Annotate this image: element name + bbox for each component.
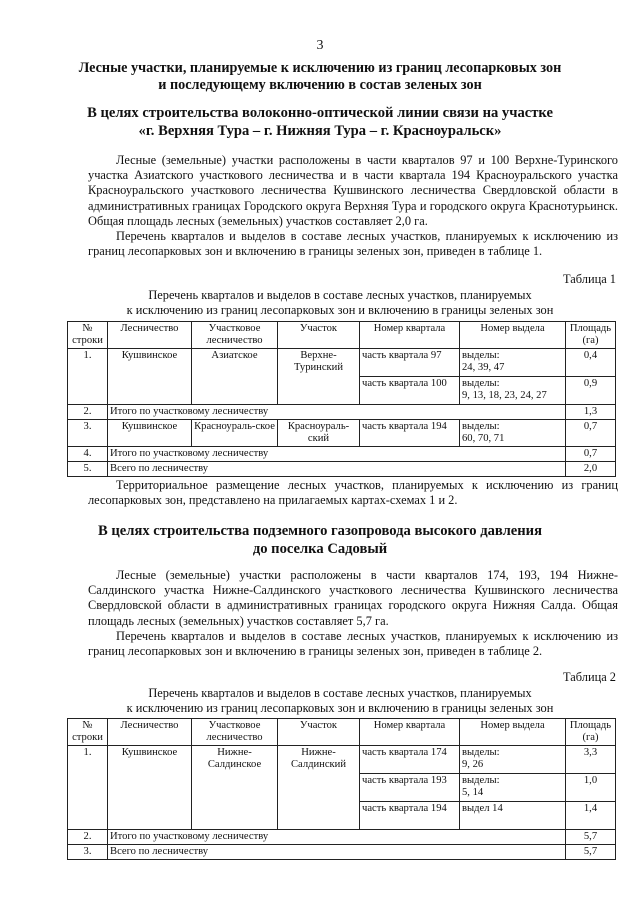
table-row xyxy=(68,746,616,774)
header-allot: Номер выдела xyxy=(460,322,566,349)
cell-site: Верхне-Туринский xyxy=(278,349,360,405)
table-row-subtotal xyxy=(68,447,616,462)
cell-area: 0,7 xyxy=(566,420,616,447)
cell-area: 1,0 xyxy=(566,774,616,802)
cell-quarter: часть квартала 174 xyxy=(360,746,460,774)
table-2-caption xyxy=(90,686,590,716)
table-1-header-row xyxy=(68,322,616,349)
cell-forestry: Кушвинское xyxy=(108,420,192,447)
section-1-after-paragraph: Территориальное размещение лесных участков, планируемых к исключению из границ лесопарковых зон, представлено на прилагаемых картах-схемах 1 и 2. xyxy=(88,478,618,508)
table-1-caption-line-1: Перечень кварталов и выделов в составе лесных участков, планируемых xyxy=(148,288,532,302)
table-row-subtotal xyxy=(68,405,616,420)
cell-area: 5,7 xyxy=(566,845,616,860)
cell-district: Нижне-Салдинское xyxy=(192,746,278,830)
page-number: 3 xyxy=(316,38,324,53)
cell-quarter: часть квартала 100 xyxy=(360,377,460,405)
cell-area: 1,4 xyxy=(566,802,616,830)
header-site: Участок xyxy=(278,322,360,349)
allot-line-1: выделы: xyxy=(462,747,500,758)
table-row-subtotal xyxy=(68,830,616,845)
cell-area: 1,3 xyxy=(566,405,616,420)
main-heading-line-2: и последующему включению в состав зеленых зон xyxy=(158,77,482,93)
section-1-text xyxy=(88,153,618,259)
table-1 xyxy=(67,321,616,477)
header-num: № строки xyxy=(68,322,108,349)
allot-line-2: 5, 14 xyxy=(462,787,484,798)
section-2-paragraph-1: Лесные (земельные) участки расположены в части кварталов 174, 193, 194 Нижне-Салдинского участка Нижне-Салдинского участкового лесничества Кушвинского лесничества Свердловской области в административных границах городского округа Нижняя Салда. Общая площадь лесных (земельных) участков составляет 5,7 га. xyxy=(88,568,618,628)
cell-area: 0,4 xyxy=(566,349,616,377)
cell-area: 0,9 xyxy=(566,377,616,405)
table-2 xyxy=(67,718,616,860)
cell-total-label: Всего по лесничеству xyxy=(108,462,566,477)
main-heading xyxy=(60,60,580,94)
table-2-header-row xyxy=(68,719,616,746)
section-2-text xyxy=(88,568,618,659)
table-1-caption-line-2: к исключению из границ лесопарковых зон и включению в границы зеленых зон xyxy=(126,303,554,317)
allot-line-2: 9, 26 xyxy=(462,759,484,770)
section-1-paragraph-1: Лесные (земельные) участки расположены в части кварталов 97 и 100 Верхне-Туринского участка Азиатского участкового лесничества и в части квартала 194 Красноуральского участка Красноуральского участкового лесничества Кушвинского лесничества Свердловской области в административных границах Городского округа Верхняя Тура и городского округа Краснотурьинск. Общая площадь лесных (земельных) участков составляет 2,0 га. xyxy=(88,153,618,228)
table-2-caption-line-2: к исключению из границ лесопарковых зон и включению в границы зеленых зон xyxy=(126,701,554,715)
cell-num: 2. xyxy=(68,830,108,845)
section-1-heading-line-1: В целях строительства волоконно-оптической линии связи на участке xyxy=(87,105,553,121)
cell-num: 5. xyxy=(68,462,108,477)
cell-num: 4. xyxy=(68,447,108,462)
table-2-label: Таблица 2 xyxy=(563,670,616,684)
table-row-total xyxy=(68,845,616,860)
cell-district: Красноураль-ское xyxy=(192,420,278,447)
cell-quarter: часть квартала 97 xyxy=(360,349,460,377)
cell-area: 5,7 xyxy=(566,830,616,845)
section-2-paragraph-2: Перечень кварталов и выделов в составе лесных участков, планируемых к исключению из границ лесопарковых зон и включению в границы зеленых зон, приведен в таблице 2. xyxy=(88,628,618,659)
table-row xyxy=(68,349,616,377)
header-forestry: Лесничество xyxy=(108,322,192,349)
cell-subtotal-label: Итого по участковому лесничеству xyxy=(108,447,566,462)
cell-quarter: часть квартала 193 xyxy=(360,774,460,802)
cell-num: 1. xyxy=(68,746,108,830)
cell-area: 2,0 xyxy=(566,462,616,477)
header-district: Участковое лесничество xyxy=(192,322,278,349)
cell-area: 3,3 xyxy=(566,746,616,774)
table-row xyxy=(68,420,616,447)
header-area: Площадь (га) xyxy=(566,719,616,746)
header-quarter: Номер квартала xyxy=(360,322,460,349)
table-2-caption-line-1: Перечень кварталов и выделов в составе лесных участков, планируемых xyxy=(148,686,532,700)
cell-quarter: часть квартала 194 xyxy=(360,802,460,830)
cell-allot xyxy=(460,774,566,802)
table-1-caption xyxy=(90,288,590,318)
cell-allot xyxy=(460,746,566,774)
cell-forestry: Кушвинское xyxy=(108,349,192,405)
cell-quarter: часть квартала 194 xyxy=(360,420,460,447)
cell-allot xyxy=(460,420,566,447)
section-2-heading-line-1: В целях строительства подземного газопровода высокого давления xyxy=(98,523,542,539)
cell-district: Азиатское xyxy=(192,349,278,405)
cell-site: Красноураль-ский xyxy=(278,420,360,447)
section-1-heading xyxy=(60,104,580,140)
cell-num: 3. xyxy=(68,420,108,447)
header-quarter: Номер квартала xyxy=(360,719,460,746)
header-district: Участковое лесничество xyxy=(192,719,278,746)
header-area: Площадь (га) xyxy=(566,322,616,349)
cell-num: 2. xyxy=(68,405,108,420)
header-forestry: Лесничество xyxy=(108,719,192,746)
cell-site: Нижне-Салдинский xyxy=(278,746,360,830)
allot-line-1: выделы: xyxy=(462,421,500,432)
cell-allot: выдел 14 xyxy=(460,802,566,830)
allot-line-1: выделы: xyxy=(462,350,500,361)
allot-line-1: выделы: xyxy=(462,775,500,786)
cell-allot xyxy=(460,349,566,377)
cell-allot xyxy=(460,377,566,405)
cell-num: 3. xyxy=(68,845,108,860)
section-2-heading-line-2: до поселка Садовый xyxy=(252,541,388,557)
section-2-heading xyxy=(60,522,580,558)
section-1-after-text xyxy=(88,478,618,508)
header-num: № строки xyxy=(68,719,108,746)
cell-area: 0,7 xyxy=(566,447,616,462)
section-1-paragraph-2: Перечень кварталов и выделов в составе лесных участков, планируемых к исключению из границ лесопарковых зон и включению в границы зеленых зон, приведен в таблице 1. xyxy=(88,229,618,259)
header-site: Участок xyxy=(278,719,360,746)
table-row-total xyxy=(68,462,616,477)
section-1-heading-line-2: «г. Верхняя Тура – г. Нижняя Тура – г. Красноуральск» xyxy=(138,123,502,139)
cell-total-label: Всего по лесничеству xyxy=(108,845,566,860)
allot-line-2: 9, 13, 18, 23, 24, 27 xyxy=(462,390,547,401)
main-heading-line-1: Лесные участки, планируемые к исключению из границ лесопарковых зон xyxy=(78,60,562,76)
allot-line-2: 60, 70, 71 xyxy=(462,433,505,444)
allot-line-1: выделы: xyxy=(462,378,500,389)
allot-line-2: 24, 39, 47 xyxy=(462,362,505,373)
header-allot: Номер выдела xyxy=(460,719,566,746)
cell-subtotal-label: Итого по участковому лесничеству xyxy=(108,830,566,845)
cell-forestry: Кушвинское xyxy=(108,746,192,830)
cell-num: 1. xyxy=(68,349,108,405)
cell-subtotal-label: Итого по участковому лесничеству xyxy=(108,405,566,420)
table-1-label: Таблица 1 xyxy=(563,272,616,286)
